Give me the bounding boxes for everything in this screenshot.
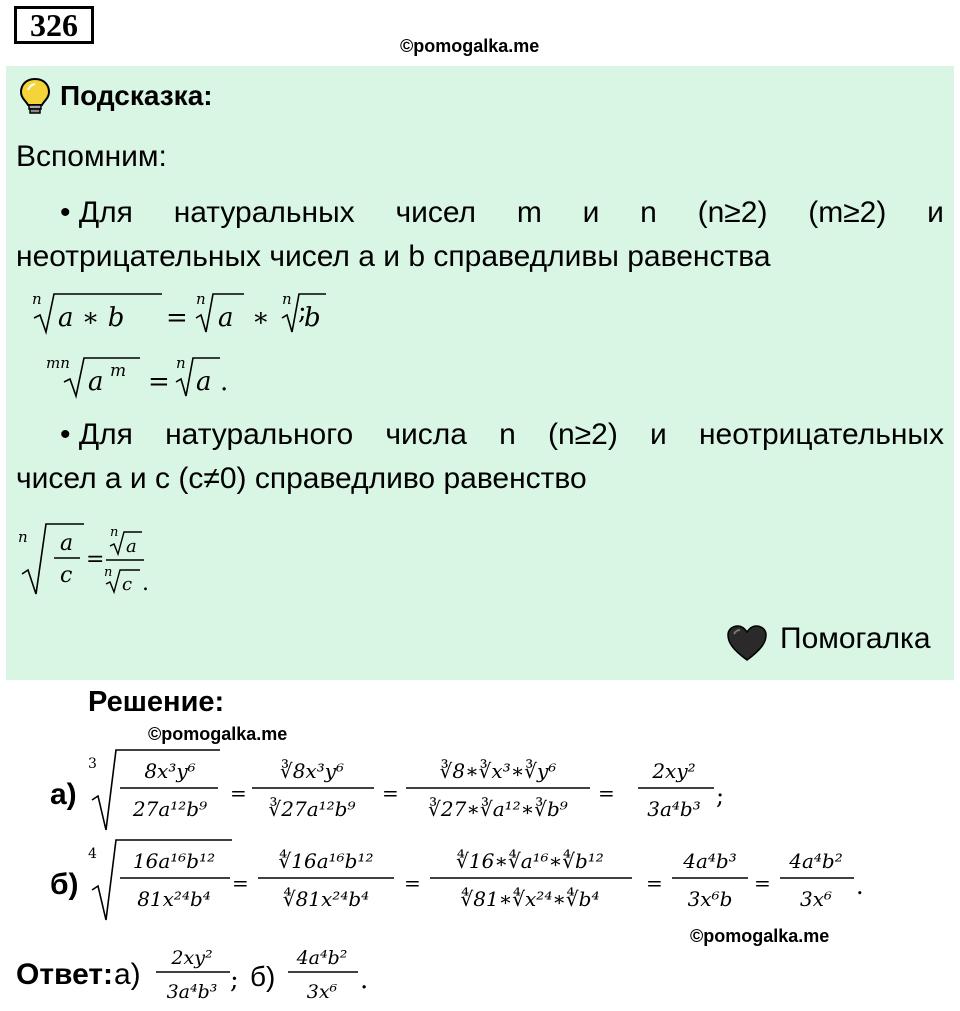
- svg-text:∛27a¹²b⁹: ∛27a¹²b⁹: [268, 797, 356, 821]
- svg-text:n: n: [104, 565, 113, 580]
- svg-text:a: a: [218, 303, 234, 333]
- svg-text:a: a: [196, 367, 212, 397]
- svg-text:;: ;: [230, 965, 239, 995]
- heart-icon: [726, 624, 768, 662]
- svg-text:27a¹²b⁹: 27a¹²b⁹: [132, 797, 208, 821]
- svg-text:a: a: [126, 536, 137, 557]
- bullet1-line1: • Для натуральных чисел m и n (n≥2) (m≥2) и: [60, 192, 944, 234]
- answer-label: Ответ:: [16, 958, 114, 991]
- bullet2-line2: чисел a и c (c≠0) справедливо равенство: [16, 462, 587, 495]
- svg-text:n: n: [32, 290, 42, 308]
- svg-text:∗: ∗: [252, 303, 270, 333]
- svg-text:3x⁶b: 3x⁶b: [687, 887, 733, 911]
- watermark-bottom: ©pomogalka.me: [690, 926, 830, 946]
- bullet1-line2: неотрицательных чисел a и b справедливы равенства: [16, 240, 771, 273]
- formula-root-power: [44, 352, 244, 402]
- svg-text:3: 3: [88, 756, 97, 772]
- svg-text:∜16∗∜a¹⁶∗∜b¹²: ∜16∗∜a¹⁶∗∜b¹²: [456, 849, 604, 873]
- bullet2-line1: • Для натурального числа n (n≥2) и неотрицательных: [60, 414, 944, 456]
- svg-text:.: .: [360, 965, 369, 995]
- svg-text:=: =: [754, 871, 771, 895]
- svg-text:=: =: [232, 871, 249, 895]
- svg-text:3x⁶: 3x⁶: [306, 981, 338, 1003]
- svg-text:=: =: [230, 781, 247, 805]
- svg-text:4: 4: [88, 846, 97, 862]
- svg-text:a: a: [60, 531, 74, 556]
- hint-title: Подсказка:: [60, 80, 213, 111]
- svg-text:4a⁴b²: 4a⁴b²: [789, 849, 843, 873]
- svg-text:n: n: [110, 525, 119, 540]
- svg-text:c: c: [60, 563, 73, 588]
- solution-title: Решение:: [88, 686, 225, 718]
- svg-text:2xy²: 2xy²: [171, 947, 213, 969]
- part-a-label: а): [50, 778, 77, 811]
- svg-text:=: =: [404, 871, 421, 895]
- part-b-label: б): [50, 868, 79, 901]
- answer-a-label: а): [114, 958, 141, 991]
- lightbulb-icon: [18, 76, 52, 116]
- bullet-marker: • Для: [60, 418, 133, 451]
- svg-text:n: n: [196, 290, 206, 308]
- svg-text:n: n: [176, 354, 186, 372]
- svg-text:4a⁴b³: 4a⁴b³: [683, 849, 737, 873]
- svg-text:3a⁴b³: 3a⁴b³: [647, 797, 701, 821]
- svg-text:.: .: [142, 571, 149, 596]
- svg-text:16a¹⁶b¹²: 16a¹⁶b¹²: [132, 849, 216, 873]
- svg-text:∛27∗∛a¹²∗∛b⁹: ∛27∗∛a¹²∗∛b⁹: [428, 797, 568, 821]
- watermark-top: ©pomogalka.me: [400, 36, 540, 56]
- svg-text:∜81x²⁴b⁴: ∜81x²⁴b⁴: [282, 887, 370, 911]
- svg-text:81x²⁴b⁴: 81x²⁴b⁴: [137, 887, 211, 911]
- svg-text:m: m: [110, 361, 127, 381]
- svg-text:=: =: [598, 781, 615, 805]
- svg-text:∜16a¹⁶b¹²: ∜16a¹⁶b¹²: [278, 849, 374, 873]
- formula1-end: ;: [298, 296, 307, 326]
- formula-root-product: [28, 288, 328, 338]
- svg-text:∛8∗∛x³∗∛y⁶: ∛8∗∛x³∗∛y⁶: [439, 759, 557, 783]
- solution-b-formula: [84, 834, 874, 926]
- svg-text:=: =: [166, 303, 188, 333]
- svg-text:3a⁴b³: 3a⁴b³: [166, 981, 218, 1003]
- bullet-marker: • Для: [60, 196, 133, 229]
- svg-text:=: =: [382, 781, 399, 805]
- svg-text:a ∗ b: a ∗ b: [58, 303, 125, 333]
- svg-text:4a⁴b²: 4a⁴b²: [296, 947, 348, 969]
- watermark-middle: ©pomogalka.me: [148, 724, 288, 744]
- svg-text:=: =: [86, 547, 105, 572]
- svg-text:∛8x³y⁶: ∛8x³y⁶: [279, 759, 345, 783]
- svg-text:3x⁶: 3x⁶: [799, 887, 833, 911]
- svg-text:n: n: [18, 528, 28, 546]
- svg-text:n: n: [282, 290, 292, 308]
- svg-text:mn: mn: [46, 354, 70, 372]
- svg-text:b: b: [304, 303, 321, 333]
- svg-text:∜81∗∜x²⁴∗∜b⁴: ∜81∗∜x²⁴∗∜b⁴: [460, 887, 600, 911]
- svg-text:8x³y⁶: 8x³y⁶: [144, 759, 196, 783]
- svg-text:=: =: [646, 871, 663, 895]
- brand-name: Помогалка: [780, 622, 931, 655]
- hint-intro: Вспомним:: [16, 140, 167, 173]
- svg-text:.: .: [220, 367, 229, 397]
- svg-text:б): б): [250, 961, 276, 992]
- answer-formula: [150, 940, 380, 1010]
- svg-text:.: .: [856, 872, 864, 900]
- task-number: 326: [14, 6, 94, 44]
- svg-text:a: a: [88, 367, 104, 397]
- svg-text:=: =: [148, 367, 170, 397]
- solution-a-formula: [84, 744, 734, 836]
- svg-text:2xy²: 2xy²: [652, 759, 696, 783]
- svg-text:c: c: [122, 574, 133, 595]
- formula-root-quotient: [14, 518, 164, 598]
- svg-text:;: ;: [716, 782, 725, 810]
